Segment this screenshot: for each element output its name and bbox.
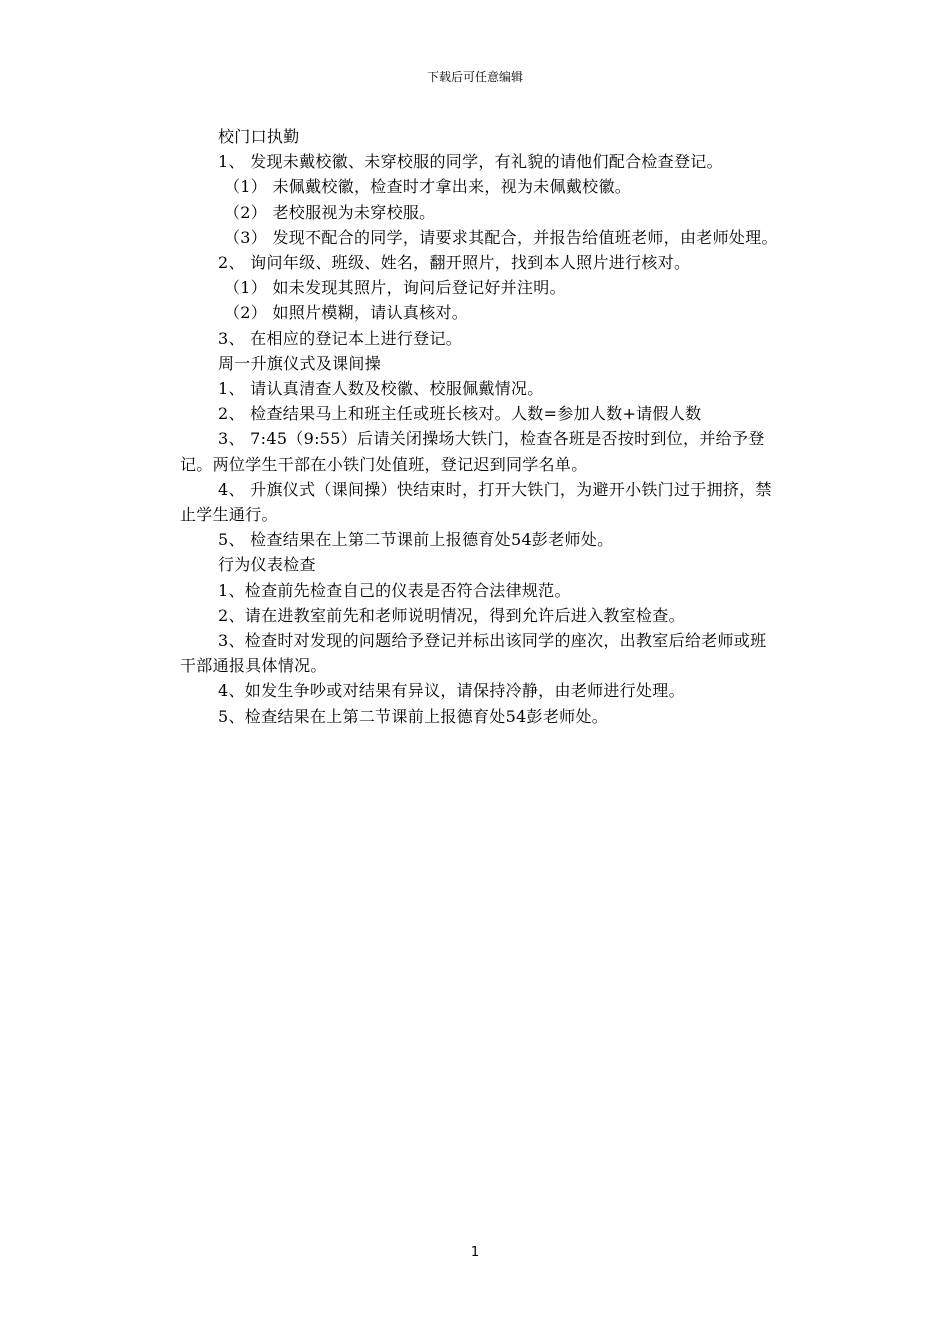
document-body bbox=[180, 124, 780, 729]
paragraph: 3、 在相应的登记本上进行登记。 bbox=[218, 328, 463, 348]
paragraph: 5、检查结果在上第二节课前上报德育处54彭老师处。 bbox=[218, 706, 609, 726]
section-title-appearance-check: 行为仪表检查 bbox=[218, 555, 316, 575]
paragraph: 1、 请认真清查人数及校徽、校服佩戴情况。 bbox=[218, 379, 544, 399]
paragraph: 5、 检查结果在上第二节课前上报德育处54彭老师处。 bbox=[218, 530, 614, 550]
section-title-flag-ceremony: 周一升旗仪式及课间操 bbox=[218, 353, 382, 373]
paragraph: 2、 检查结果马上和班主任或班长核对。人数=参加人数+请假人数 bbox=[218, 404, 702, 424]
page-header: 下载后可任意编辑 bbox=[426, 70, 523, 84]
paragraph: （2） 老校服视为未穿校服。 bbox=[224, 202, 436, 222]
page-number: 1 bbox=[470, 1245, 480, 1260]
paragraph: 3、检查时对发现的问题给予登记并标出该同学的座次，出教室后给老师或班干部通报具体情况。 bbox=[180, 631, 767, 676]
paragraph: （1） 如未发现其照片，询问后登记好并注明。 bbox=[224, 278, 566, 298]
paragraph: 1、 发现未戴校徽、未穿校服的同学，有礼貌的请他们配合检查登记。 bbox=[218, 152, 723, 172]
paragraph: （1） 未佩戴校徽，检查时才拿出来，视为未佩戴校徽。 bbox=[224, 177, 632, 197]
paragraph: （3） 发现不配合的同学，请要求其配合，并报告给值班老师，由老师处理。 bbox=[224, 227, 778, 247]
section-title-gate-duty: 校门口执勤 bbox=[218, 127, 300, 146]
paragraph: 4、如发生争吵或对结果有异议，请保持冷静，由老师进行处理。 bbox=[218, 681, 685, 701]
paragraph: 4、 升旗仪式（课间操）快结束时，打开大铁门，为避开小铁门过于拥挤，禁止学生通行。 bbox=[180, 479, 772, 525]
paragraph: 2、 询问年级、班级、姓名，翻开照片，找到本人照片进行核对。 bbox=[218, 253, 691, 273]
paragraph: 3、 7:45（9:55）后请关闭操场大铁门，检查各班是否按时到位，并给予登记。两位学生干部在小铁门处值班，登记迟到同学名单。 bbox=[180, 429, 765, 474]
paragraph: 1、检查前先检查自己的仪表是否符合法律规范。 bbox=[218, 580, 571, 600]
paragraph: （2） 如照片模糊，请认真核对。 bbox=[224, 303, 469, 323]
paragraph: 2、请在进教室前先和老师说明情况，得到允许后进入教室检查。 bbox=[218, 605, 685, 625]
